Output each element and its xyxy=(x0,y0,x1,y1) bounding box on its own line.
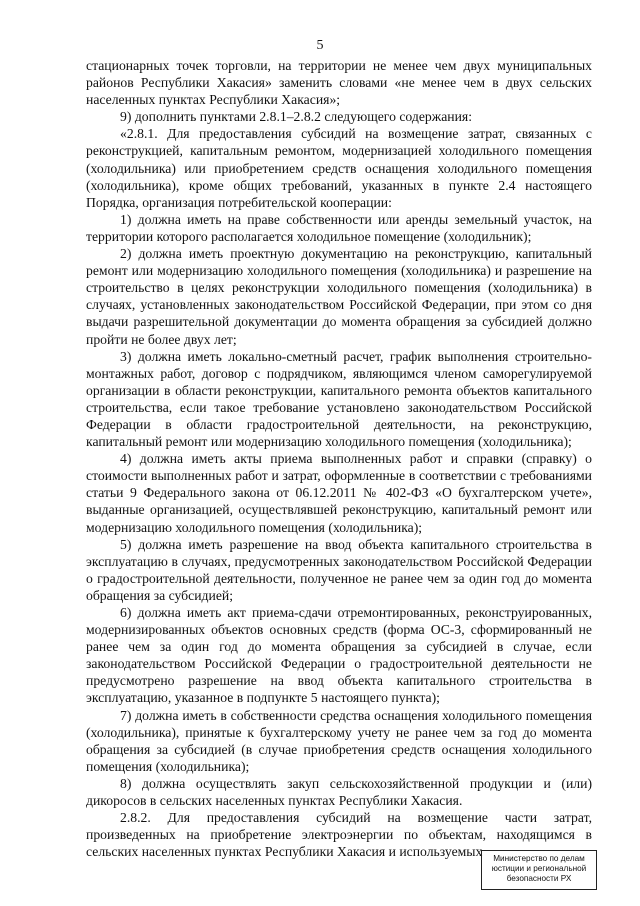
ministry-stamp xyxy=(481,850,597,890)
paragraph: 2.8.2. Для предоставления субсидий на возмещение части затрат, произведенных на приобретение электроэнергии по объектам, находящимся в сельских населенных пунктах Республики Хакасия и используемых xyxy=(86,810,592,860)
paragraph: 5) должна иметь разрешение на ввод объекта капитального строительства в эксплуатацию в случаях, предусмотренных законодательством Российской Федерации о градостроительной деятельности, полученное не ранее чем за один год до момента обращения за субсидией; xyxy=(86,536,592,603)
paragraph: 9) дополнить пунктами 2.8.1–2.8.2 следующего содержания: xyxy=(120,109,473,125)
stamp-line: Министерство по делам xyxy=(493,854,585,863)
paragraph: стационарных точек торговли, на территории не менее чем двух муниципальных районов Республики Хакасия» заменить словами «не менее чем в двух сельских населенных пунктах Республики Хакасия»; xyxy=(86,58,592,108)
paragraph: 3) должна иметь локально-сметный расчет, график выполнения строительно-монтажных работ, договор с подрядчиком, являющимся членом саморегулируемой организации в области реконструкции, капитального ремонта объектов капитального строительства, если такое требование установлено законодательством Российской Федерации в области градостроительной деятельности, на реконструкцию, капитальный ремонт или модернизацию холодильного помещения (холодильника); xyxy=(86,348,592,450)
page-number: 5 xyxy=(316,38,324,53)
stamp-line: юстиции и региональной xyxy=(491,864,587,873)
paragraph: 2) должна иметь проектную документацию на реконструкцию, капитальный ремонт или модернизацию холодильного помещения (холодильника) и разрешение на строительство в целях реконструкции холодильного помещения (холодильника) в случаях, установленных законодательством Российской Федерации, при этом со дня выдачи разрешительной документации до момента обращения за субсидией должно пройти не более двух лет; xyxy=(86,246,592,347)
paragraph: 8) должна осуществлять закуп сельскохозяйственной продукции и (или) дикоросов в сельских населенных пунктах Республики Хакасия. xyxy=(86,775,592,809)
paragraph: 6) должна иметь акт приема-сдачи отремонтированных, реконструированных, модернизированных объектов основных средств (форма ОС-3, сформированный не ранее чем за один год до момента обращения за субсидией в случае, если законодательством Российской Федерации о градостроительной деятельности не предусмотрено разрешение на ввод объекта капитального строительства в эксплуатацию, указанное в подпункте 5 настоящего пункта); xyxy=(86,605,592,706)
paragraph: 7) должна иметь в собственности средства оснащения холодильного помещения (холодильника), принятые к бухгалтерскому учету не ранее чем за год до момента обращения за субсидией (в случае приобретения средств оснащения холодильного помещения (холодильника); xyxy=(86,707,592,774)
paragraph: 1) должна иметь на праве собственности или аренды земельный участок, на территории которого располагается холодильное помещение (холодильник); xyxy=(86,211,592,244)
document-body xyxy=(86,57,592,860)
paragraph: 4) должна иметь акты приема выполненных работ и справки (справку) о стоимости выполненных работ и затрат, оформленные в соответствии с требованиями статьи 9 Федерального закона от 06.12.2011 № 402-ФЗ «О бухгалтерском учете», выданные организацией, осуществлявшей реконструкцию, капитальный ремонт или модернизацию холодильного помещения (холодильника); xyxy=(86,451,592,535)
stamp-line: безопасности РХ xyxy=(506,874,572,883)
paragraph: «2.8.1. Для предоставления субсидий на возмещение затрат, связанных с реконструкцией, капитальным ремонтом, модернизацией холодильного помещения (холодильника) или приобретением средств оснащения холодильного помещения (холодильника), кроме общих требований, указанных в пункте 2.4 настоящего Порядка, организация потребительской кооперации: xyxy=(86,126,592,210)
